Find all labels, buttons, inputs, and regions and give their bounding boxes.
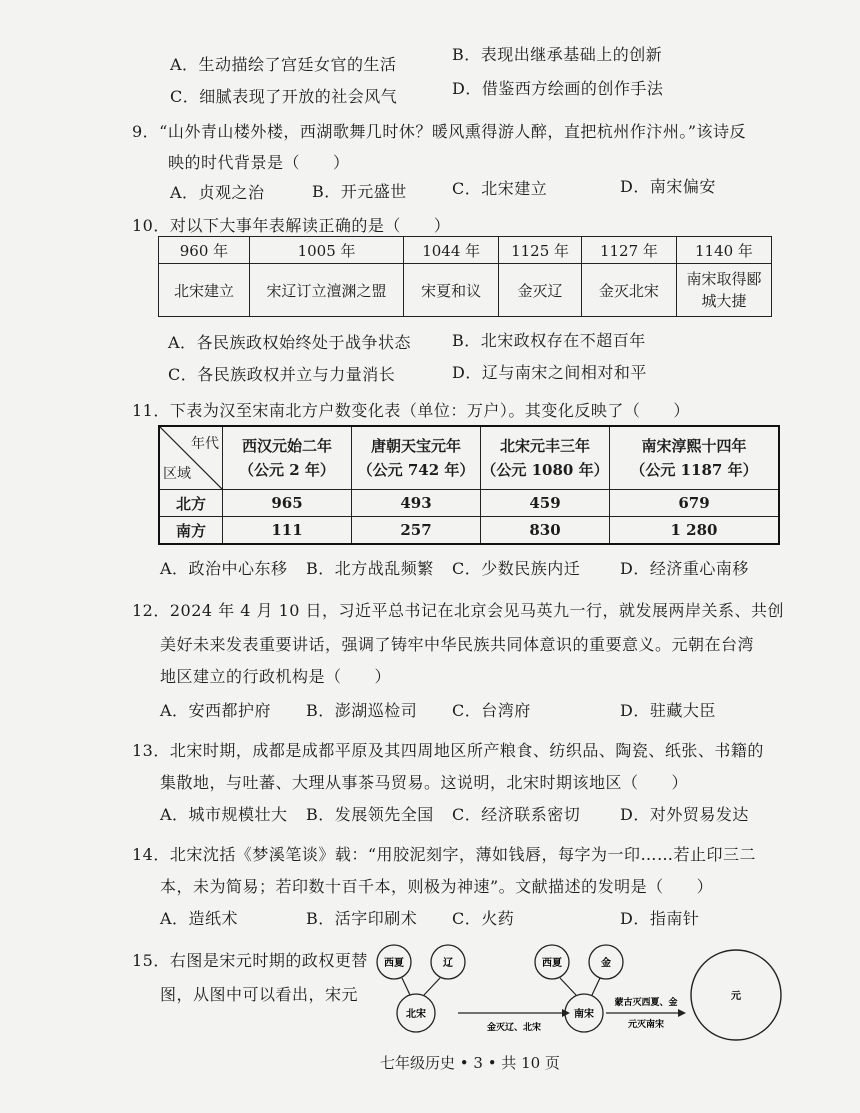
table-cell: 宋夏和议 (404, 264, 499, 317)
q15-stem-line2: 图，从图中可以看出，宋元 (160, 985, 359, 1004)
q9-option-d: D．南宋偏安 (620, 177, 716, 196)
header-name: 唐朝天宝元年 (370, 437, 461, 455)
q15-stem-line1: 15．右图是宋元时期的政权更替 (132, 951, 368, 970)
q10-timeline-table (158, 236, 772, 317)
q11-option-a: A．政治中心东移 (160, 559, 288, 578)
q11-household-table (158, 425, 780, 545)
table-cell: 830 (481, 517, 610, 545)
table-cell: 宋辽订立澶渊之盟 (249, 264, 403, 317)
table-cell: 1140 年 (676, 237, 771, 264)
table-cell: 493 (352, 490, 481, 517)
table-cell: 679 (610, 490, 780, 517)
node-label-liao: 辽 (443, 958, 453, 969)
regime-transition-diagram (366, 938, 796, 1048)
table-cell: 1 280 (610, 517, 780, 545)
header-year: （公元 2 年） (239, 461, 335, 479)
header-name: 南宋淳熙十四年 (641, 437, 747, 455)
header-year: （公元 1187 年） (630, 461, 758, 479)
q13-stem-line2: 集散地，与吐蕃、大理从事茶马贸易。这说明，北宋时期该地区（ ） (160, 773, 689, 792)
q13-stem-line1: 13．北宋时期，成都是成都平原及其四周地区所产粮食、纺织品、陶瓷、纸张、书籍的 (132, 741, 764, 760)
arrow2-label-bottom: 元灭南宋 (627, 1020, 665, 1030)
arrow2-label-top: 蒙古灭西夏、金 (614, 998, 678, 1008)
q12-option-b: B．澎湖巡检司 (306, 701, 418, 720)
q10-option-c: C．各民族政权并立与力量消长 (168, 365, 396, 384)
table-header-cell (223, 426, 352, 490)
table-header-cell (481, 426, 610, 490)
node-label-jin: 金 (601, 958, 611, 969)
q14-option-a: A．造纸术 (160, 909, 239, 928)
q13-option-b: B．发展领先全国 (306, 805, 434, 824)
q11-stem: 11．下表为汉至宋南北方户数变化表（单位：万户）。其变化反映了（ ） (132, 401, 690, 420)
q14-option-d: D．指南针 (620, 909, 700, 928)
q9-option-c: C．北宋建立 (452, 179, 548, 198)
q8-option-b: B．表现出继承基础上的创新 (452, 45, 663, 64)
q14-option-b: B．活字印刷术 (306, 909, 418, 928)
table-cell: 南宋取得郾城大捷 (676, 264, 771, 317)
table-header-cell (610, 426, 780, 490)
table-cell: 960 年 (159, 237, 250, 264)
table-row (159, 264, 772, 317)
table-cell: 1044 年 (404, 237, 499, 264)
table-cell: 965 (223, 490, 352, 517)
q10-option-b: B．北宋政权存在不超百年 (452, 331, 646, 350)
node-label-xixia: 西夏 (384, 958, 404, 969)
arrow-head-icon (562, 1009, 570, 1017)
q9-stem-line1: 9．“山外青山楼外楼，西湖歌舞几时休？暖风熏得游人醉，直把杭州作汴州。”该诗反 (132, 122, 747, 141)
q14-option-c: C．火药 (452, 909, 515, 928)
q13-option-c: C．经济联系密切 (452, 805, 581, 824)
node-label-yuan: 元 (731, 991, 741, 1002)
table-row (159, 517, 779, 545)
corner-label-region: 区域 (163, 466, 191, 482)
node-label-xixia: 西夏 (542, 958, 562, 969)
corner-label-era: 年代 (191, 436, 219, 452)
q10-option-d: D．辽与南宋之间相对和平 (452, 363, 647, 382)
q14-stem-line1: 14．北宋沈括《梦溪笔谈》载：“用胶泥刻字，薄如钱唇，每字为一印……若止印三二 (132, 845, 757, 864)
table-corner-cell (159, 426, 223, 490)
header-name: 北宋元丰三年 (499, 437, 590, 455)
q13-option-a: A．城市规模壮大 (160, 805, 288, 824)
q11-option-d: D．经济重心南移 (620, 559, 749, 578)
arrow-head-icon (678, 1009, 686, 1017)
q8-option-d: D．借鉴西方绘画的创作手法 (452, 79, 664, 98)
header-name: 西汉元始二年 (241, 437, 332, 455)
table-header-cell (352, 426, 481, 490)
q12-option-c: C．台湾府 (452, 701, 531, 720)
arrow1-label: 金灭辽、北宋 (486, 1023, 542, 1033)
table-row (159, 490, 779, 517)
table-cell-region: 南方 (159, 517, 223, 545)
page-footer: 七年级历史 • 3 • 共 10 页 (380, 1054, 560, 1072)
table-cell: 金灭辽 (499, 264, 582, 317)
q12-stem-line3: 地区建立的行政机构是（ ） (160, 667, 392, 686)
table-cell: 111 (223, 517, 352, 545)
q14-stem-line2: 本，未为简易；若印数十百千本，则极为神速”。文献描述的发明是（ ） (160, 877, 714, 896)
q12-stem-line2: 美好未来发表重要讲话，强调了铸牢中华民族共同体意识的重要意义。元朝在台湾 (160, 635, 755, 654)
table-row (159, 426, 779, 490)
q10-stem: 10．对以下大事年表解读正确的是（ ） (132, 216, 451, 235)
q12-stem-line1: 12．2024 年 4 月 10 日，习近平总书记在北京会见马英九一行，就发展两岸关系、共创 (132, 601, 785, 620)
table-cell: 北宋建立 (159, 264, 250, 317)
q9-option-a: A．贞观之治 (170, 183, 265, 202)
header-year: （公元 1080 年） (481, 461, 609, 479)
q13-option-d: D．对外贸易发达 (620, 805, 749, 824)
q10-option-a: A．各民族政权始终处于战争状态 (168, 333, 412, 352)
q8-option-c: C．细腻表现了开放的社会风气 (170, 87, 398, 106)
table-cell: 257 (352, 517, 481, 545)
node-label-southern-song: 南宋 (574, 1009, 594, 1020)
table-cell: 459 (481, 490, 610, 517)
q11-option-b: B．北方战乱频繁 (306, 559, 434, 578)
q9-stem-line2: 映的时代背景是（ ） (168, 153, 350, 172)
table-cell: 1005 年 (249, 237, 403, 264)
node-label-northern-song: 北宋 (406, 1009, 426, 1020)
table-cell-region: 北方 (159, 490, 223, 517)
table-cell: 1127 年 (581, 237, 676, 264)
q12-option-d: D．驻藏大臣 (620, 701, 716, 720)
q12-option-a: A．安西都护府 (160, 701, 272, 720)
table-cell: 金灭北宋 (581, 264, 676, 317)
header-year: （公元 742 年） (357, 461, 475, 479)
q11-option-c: C．少数民族内迁 (452, 559, 581, 578)
q9-option-b: B．开元盛世 (312, 182, 407, 201)
q8-option-a: A．生动描绘了宫廷女官的生活 (170, 55, 397, 74)
table-cell: 1125 年 (499, 237, 582, 264)
table-row (159, 237, 772, 264)
